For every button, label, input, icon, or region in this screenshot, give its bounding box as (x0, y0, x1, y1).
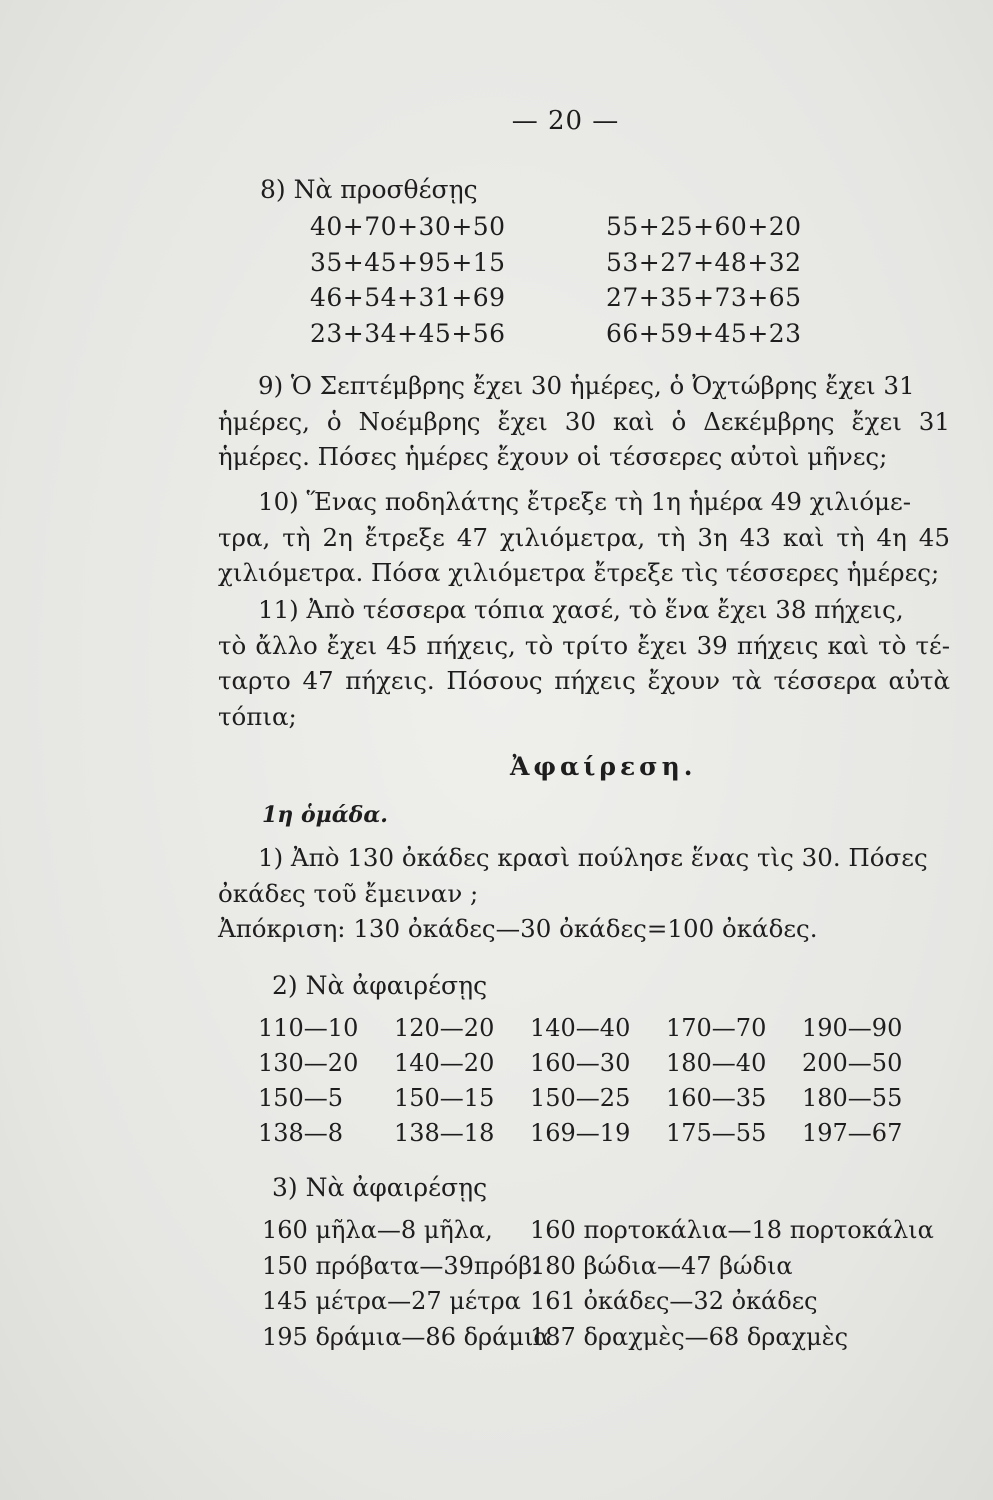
addition-cell: 23+34+45+56 (310, 318, 506, 348)
word-subtraction-row (262, 1320, 934, 1356)
subtraction-cell: 150—25 (530, 1084, 631, 1112)
subtraction-row (258, 1081, 938, 1116)
group-label: 1η ὁμάδα. (262, 802, 388, 828)
subtraction-cell: 169—19 (530, 1119, 631, 1147)
addition-grid (310, 209, 802, 351)
subtraction-exercise-1-first-line: 1) Ἀπὸ 130 ὀκάδες κρασὶ πούλησε ἕνας τὶς 30. Πόσες (258, 843, 928, 872)
exercise-10 (218, 484, 950, 591)
subtraction-cell: 140—40 (530, 1014, 631, 1042)
addition-cell: 53+27+48+32 (606, 247, 802, 277)
addition-cell: 66+59+45+23 (606, 318, 802, 348)
exercise-8-label: 8) Νὰ προσθέσῃς (260, 175, 478, 204)
word-subtraction-cell: 150 πρόβατα—39πρόβ. (262, 1251, 540, 1280)
addition-cell: 55+25+60+20 (606, 212, 802, 241)
word-subtraction-row (262, 1249, 934, 1285)
exercise-9-first-line: 9) Ὁ Σεπτέμβρης ἔχει 30 ἡμέρες, ὁ Ὀχτώβρης ἔχει 31 (258, 371, 915, 400)
subtraction-cell: 175—55 (666, 1119, 767, 1147)
subtraction-exercise-1-second-line: ὀκάδες τοῦ ἔμειναν ; (218, 878, 479, 908)
answer-line (218, 911, 950, 947)
section-title: Ἀφαίρεση. (510, 752, 697, 781)
word-subtraction-cell: 180 βώδια—47 βώδια (530, 1251, 793, 1280)
addition-row (310, 209, 802, 245)
subtraction-cell: 138—8 (258, 1119, 344, 1147)
addition-row (310, 280, 802, 316)
answer-label: Ἀπόκριση: (218, 914, 346, 943)
subtraction-exercise-2-label: 2) Νὰ ἀφαιρέσῃς (272, 971, 488, 1000)
word-subtraction-cell: 160 πορτοκάλια—18 πορτοκάλια (530, 1216, 934, 1244)
word-subtraction-cell: 195 δράμια—86 δράμια (262, 1322, 550, 1351)
word-subtraction-cell: 145 μέτρα—27 μέτρα (262, 1287, 521, 1315)
word-subtraction-cell: 161 ὀκάδες—32 ὀκάδες (530, 1287, 818, 1315)
subtraction-row (258, 1116, 938, 1151)
page-number: — 20 — (511, 106, 620, 136)
exercise-11-text: τὸ ἄλλο ἔχει 45 πήχεις, τὸ τρίτο ἔχει 39 πήχεις καὶ τὸ τέ- ταρτο 47 πήχεις. Πόσους πήχεις ἔχουν τὰ τέσσερα αὐτὰ τόπια; (218, 630, 950, 731)
word-subtraction-grid (262, 1213, 934, 1355)
subtraction-cell: 170—70 (666, 1014, 767, 1042)
subtraction-cell: 130—20 (258, 1049, 359, 1077)
subtraction-cell: 180—40 (666, 1049, 767, 1077)
subtraction-grid (258, 1011, 938, 1151)
addition-cell: 46+54+31+69 (310, 283, 506, 312)
word-subtraction-cell: 187 δραχμὲς—68 δραχμὲς (530, 1322, 849, 1351)
subtraction-cell: 120—20 (394, 1014, 495, 1042)
subtraction-cell: 190—90 (802, 1014, 903, 1042)
subtraction-cell: 180—55 (802, 1084, 903, 1112)
exercise-9 (218, 368, 950, 475)
subtraction-cell: 140—20 (394, 1049, 495, 1077)
addition-row (310, 316, 802, 352)
exercise-10-text: τρα, τὴ 2η ἔτρεξε 47 χιλιόμετρα, τὴ 3η 43 καὶ τὴ 4η 45 χιλιόμετρα. Πόσα χιλιόμετρα ἔτρεξε τὶς τέσσερες ἡμέρες; (218, 522, 950, 587)
subtraction-cell: 138—18 (394, 1119, 495, 1147)
word-subtraction-row (262, 1213, 934, 1249)
addition-cell: 35+45+95+15 (310, 247, 506, 277)
exercise-11-first-line: 11) Ἀπὸ τέσσερα τόπια χασέ, τὸ ἕνα ἔχει 38 πήχεις, (258, 595, 904, 624)
exercise-11 (218, 592, 950, 734)
addition-row (310, 245, 802, 281)
exercise-9-text: ἡμέρες, ὁ Νοέμβρης ἔχει 30 καὶ ὁ Δεκέμβρης ἔχει 31 ἡμέρες. Πόσες ἡμέρες ἔχουν οἱ τέσσερες αὐτοὶ μῆνες; (218, 406, 950, 471)
subtraction-cell: 200—50 (802, 1049, 903, 1077)
subtraction-row (258, 1046, 938, 1081)
subtraction-cell: 150—15 (394, 1084, 495, 1112)
subtraction-cell: 197—67 (802, 1119, 903, 1147)
addition-cell: 27+35+73+65 (606, 283, 802, 312)
answer-text: 130 ὀκάδες—30 ὀκάδες=100 ὀκάδες. (353, 914, 818, 943)
exercise-10-first-line: 10) Ἕνας ποδηλάτης ἔτρεξε τὴ 1η ἡμέρα 49 χιλιόμε- (258, 487, 911, 516)
subtraction-row (258, 1011, 938, 1046)
word-subtraction-cell: 160 μῆλα—8 μῆλα, (262, 1216, 493, 1244)
addition-cell: 40+70+30+50 (310, 212, 506, 241)
subtraction-cell: 150—5 (258, 1084, 344, 1112)
subtraction-exercise-3-label: 3) Νὰ ἀφαιρέσῃς (272, 1173, 488, 1202)
subtraction-exercise-1 (218, 840, 950, 947)
word-subtraction-row (262, 1284, 934, 1320)
subtraction-cell: 160—35 (666, 1084, 767, 1112)
subtraction-cell: 110—10 (258, 1014, 359, 1042)
subtraction-cell: 160—30 (530, 1049, 631, 1077)
